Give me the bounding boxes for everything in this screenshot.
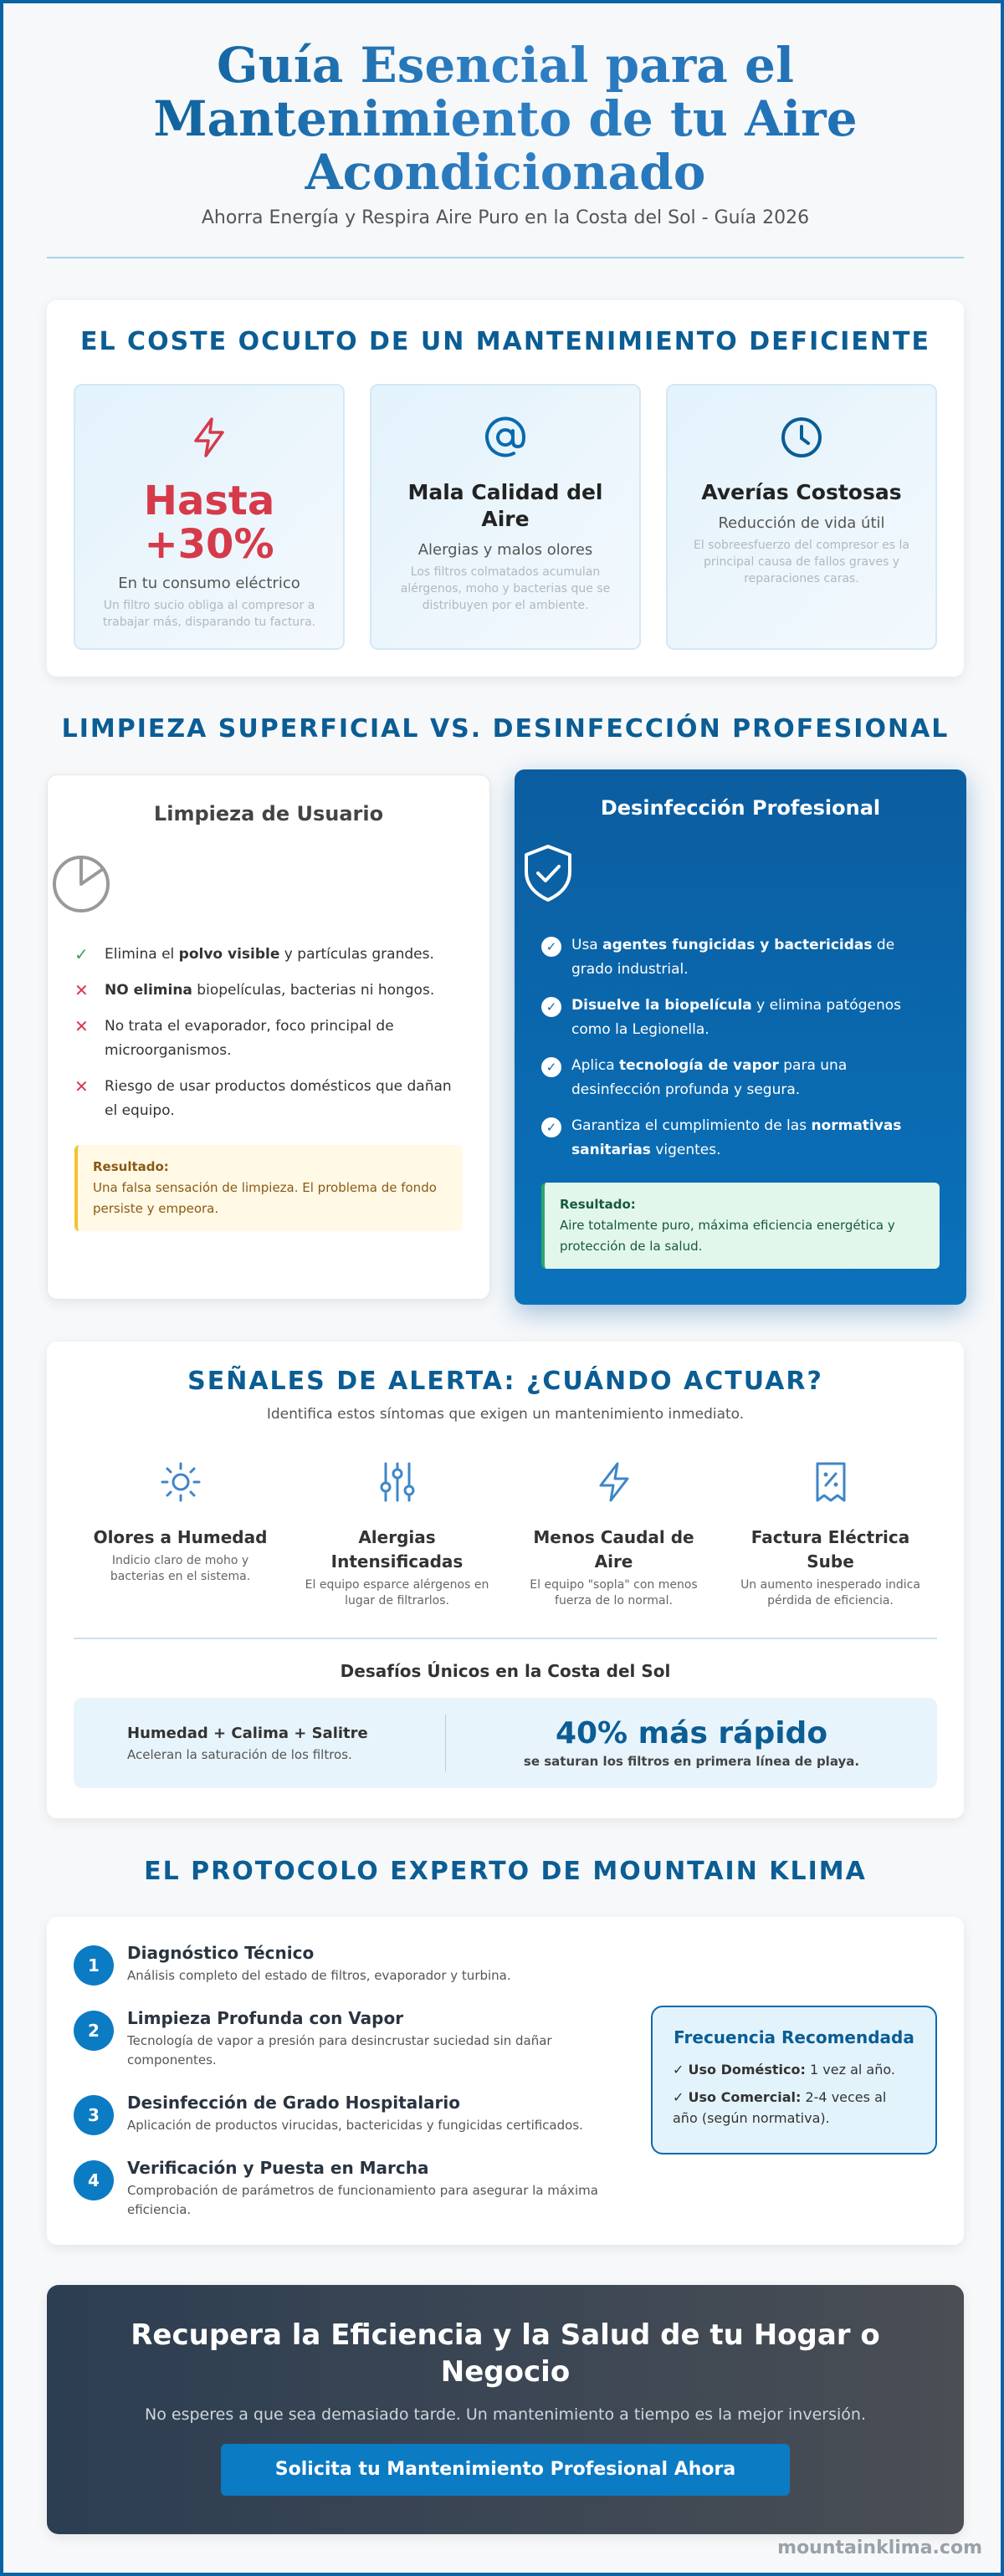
result-label: Resultado: bbox=[560, 1197, 636, 1212]
cta-subtitle: No esperes a que sea demasiado tarde. Un mantenimiento a tiempo es la mejor inversión. bbox=[145, 2405, 866, 2424]
protocol-step bbox=[74, 2092, 626, 2135]
coast-stat-value: 40% más rápido bbox=[555, 1716, 828, 1751]
cost-card-air-quality bbox=[370, 384, 641, 650]
user-result-box bbox=[74, 1145, 463, 1231]
list-item: ✕ NO elimina biopelículas, bacterias ni hongos. bbox=[74, 979, 463, 1003]
cost-sub: En tu consumo eléctrico bbox=[118, 575, 300, 592]
list-item: ✕ Riesgo de usar productos domésticos que dañan el equipo. bbox=[74, 1076, 452, 1119]
alert-signals-title: SEÑALES DE ALERTA: ¿CUÁNDO ACTUAR? bbox=[187, 1367, 823, 1396]
shield-check-icon bbox=[515, 840, 581, 907]
bolt-icon bbox=[591, 1459, 638, 1505]
check-icon: ✓ bbox=[74, 944, 89, 964]
cta-title: Recupera la Eficiencia y la Salud de tu Hogar o Negocio bbox=[131, 2318, 880, 2389]
step-title: Desinfección de Grado Hospitalario bbox=[127, 2093, 460, 2113]
coast-factors-desc: Aceleran la saturación de los filtros. bbox=[127, 1747, 352, 1762]
footer-url: mountainklima.com bbox=[777, 2538, 982, 2558]
sun-icon bbox=[157, 1459, 204, 1505]
cost-sub: Alergias y malos olores bbox=[417, 541, 593, 559]
step-title: Limpieza Profunda con Vapor bbox=[127, 2008, 404, 2028]
user-cleaning-list bbox=[48, 943, 489, 1123]
comparison-title: LIMPIEZA SUPERFICIAL VS. DESINFECCIÓN PROFESIONAL bbox=[61, 714, 950, 744]
list-item: ✕ No trata el evaporador, foco principal de microorganismos. bbox=[74, 1016, 394, 1059]
frequency-domestic: ✓ Uso Doméstico: 1 vez al año. bbox=[673, 2062, 895, 2078]
cost-headline: Averías Costosas bbox=[701, 480, 902, 504]
list-item: ✓ Garantiza el cumplimiento de las normativas sanitarias vigentes. bbox=[541, 1114, 940, 1163]
recommended-frequency-box bbox=[651, 2006, 937, 2154]
user-cleaning-title: Limpieza de Usuario bbox=[153, 802, 384, 825]
pro-disinfection-list bbox=[515, 933, 966, 1163]
step-desc: Comprobación de parámetros de funcionamiento para asegurar la máxima eficiencia. bbox=[127, 2183, 598, 2217]
signals-divider bbox=[74, 1638, 937, 1639]
signal-desc: Un aumento inesperado indica pérdida de eficiencia. bbox=[740, 1578, 920, 1607]
signal-item bbox=[505, 1459, 722, 1609]
coast-factors-title: Humedad + Calima + Salitre bbox=[127, 1725, 368, 1742]
step-title: Verificación y Puesta en Marcha bbox=[127, 2158, 429, 2178]
signal-title: Alergias Intensificadas bbox=[330, 1527, 464, 1572]
coast-stat-desc: se saturan los filtros en primera línea de playa. bbox=[523, 1754, 860, 1769]
coast-factors bbox=[127, 1725, 368, 1762]
signal-title: Factura Eléctrica Sube bbox=[750, 1527, 910, 1572]
step-number: 1 bbox=[74, 1945, 114, 1986]
lightning-icon bbox=[184, 412, 234, 463]
protocol-section bbox=[47, 1917, 964, 2245]
protocol-step bbox=[74, 2007, 626, 2070]
page-subtitle: Ahorra Energía y Respira Aire Puro en la Costa del Sol - Guía 2026 bbox=[201, 207, 810, 228]
coast-stat bbox=[446, 1716, 937, 1769]
step-title: Diagnóstico Técnico bbox=[127, 1943, 315, 1963]
signal-desc: El equipo "sopla" con menos fuerza de lo normal. bbox=[530, 1578, 698, 1607]
list-item: ✓ Elimina el polvo visible y partículas grandes. bbox=[74, 943, 463, 967]
pro-disinfection-title: Desinfección Profesional bbox=[600, 796, 881, 820]
protocol-step bbox=[74, 1942, 626, 1986]
coast-challenges-box bbox=[74, 1698, 937, 1788]
step-desc: Aplicación de productos virucidas, bactericidas y fungicidas certificados. bbox=[127, 2118, 583, 2133]
pro-disinfection-card bbox=[515, 769, 966, 1305]
cross-icon: ✕ bbox=[74, 1076, 89, 1096]
clock-icon bbox=[776, 412, 827, 463]
page-header bbox=[3, 38, 1004, 228]
at-sign-icon bbox=[480, 412, 530, 463]
cross-icon: ✕ bbox=[74, 980, 89, 1000]
cost-headline: Mala Calidad del Aire bbox=[407, 480, 603, 531]
result-label: Resultado: bbox=[93, 1159, 169, 1174]
signal-item bbox=[722, 1459, 939, 1609]
signal-desc: Indicio claro de moho y bacterias en el sistema. bbox=[110, 1554, 251, 1583]
signals-row bbox=[72, 1459, 939, 1609]
frequency-commercial: ✓ Uso Comercial: 2-4 veces al año (según normativa). bbox=[673, 2089, 887, 2126]
step-number: 4 bbox=[74, 2160, 114, 2200]
cost-card-consumption bbox=[74, 384, 345, 650]
signal-desc: El equipo esparce alérgenos en lugar de filtrarlos. bbox=[305, 1578, 489, 1607]
cost-card-breakdowns bbox=[666, 384, 937, 650]
cta-section bbox=[47, 2285, 964, 2534]
cost-sub: Reducción de vida útil bbox=[718, 514, 885, 532]
signal-title: Olores a Humedad bbox=[93, 1527, 268, 1547]
cross-icon: ✕ bbox=[74, 1016, 89, 1036]
alert-signals-section bbox=[47, 1342, 964, 1818]
pie-chart-icon bbox=[48, 849, 115, 916]
receipt-percent-icon bbox=[807, 1459, 854, 1505]
coast-challenges-title: Desafíos Únicos en la Costa del Sol bbox=[340, 1661, 671, 1681]
check-circle-icon: ✓ bbox=[541, 937, 561, 957]
sliders-icon bbox=[374, 1459, 421, 1505]
page-title: Guía Esencial para el Mantenimiento de tu Aire Acondicionado bbox=[87, 38, 924, 199]
step-number: 2 bbox=[74, 2011, 114, 2051]
cost-headline: Hasta +30% bbox=[143, 478, 275, 568]
signal-item bbox=[72, 1459, 289, 1609]
cost-desc: Los filtros colmatados acumulan alérgenos, moho y bacterias que se distribuyen por el ambiente. bbox=[400, 565, 611, 612]
signal-title: Menos Caudal de Aire bbox=[533, 1527, 694, 1572]
request-maintenance-button[interactable]: Solicita tu Mantenimiento Profesional Ahora bbox=[221, 2444, 790, 2496]
list-item: ✓ Usa agentes fungicidas y bactericidas de grado industrial. bbox=[541, 933, 940, 982]
step-number: 3 bbox=[74, 2095, 114, 2135]
protocol-steps bbox=[74, 1942, 626, 2241]
check-circle-icon: ✓ bbox=[541, 997, 561, 1017]
cost-desc: El sobreesfuerzo del compresor es la principal causa de fallos graves y reparaciones caras. bbox=[693, 539, 909, 585]
header-divider bbox=[47, 257, 964, 258]
list-item: ✓ Aplica tecnología de vapor para una desinfección profunda y segura. bbox=[541, 1054, 940, 1102]
signal-item bbox=[289, 1459, 505, 1609]
result-text: Aire totalmente puro, máxima eficiencia energética y protección de la salud. bbox=[560, 1218, 895, 1254]
check-circle-icon: ✓ bbox=[541, 1117, 561, 1137]
user-cleaning-card bbox=[47, 774, 490, 1300]
frequency-title: Frecuencia Recomendada bbox=[674, 2027, 914, 2047]
cost-desc: Un filtro sucio obliga al compresor a trabajar más, disparando tu factura. bbox=[102, 599, 316, 629]
list-item: ✓ Disuelve la biopelícula y elimina patógenos como la Legionella. bbox=[541, 994, 940, 1042]
check-circle-icon: ✓ bbox=[541, 1057, 561, 1077]
protocol-step bbox=[74, 2157, 626, 2220]
step-desc: Análisis completo del estado de filtros, evaporador y turbina. bbox=[127, 1968, 511, 1983]
hidden-cost-section bbox=[47, 300, 964, 677]
pro-result-box bbox=[541, 1183, 940, 1269]
protocol-title: EL PROTOCOLO EXPERTO DE MOUNTAIN KLIMA bbox=[144, 1857, 867, 1886]
result-text: Una falsa sensación de limpieza. El problema de fondo persiste y empeora. bbox=[93, 1180, 437, 1216]
alert-signals-subtitle: Identifica estos síntomas que exigen un mantenimiento inmediato. bbox=[266, 1406, 745, 1423]
step-desc: Tecnología de vapor a presión para desincrustar suciedad sin dañar componentes. bbox=[127, 2033, 552, 2067]
hidden-cost-title: EL COSTE OCULTO DE UN MANTENIMIENTO DEFICIENTE bbox=[80, 327, 930, 356]
